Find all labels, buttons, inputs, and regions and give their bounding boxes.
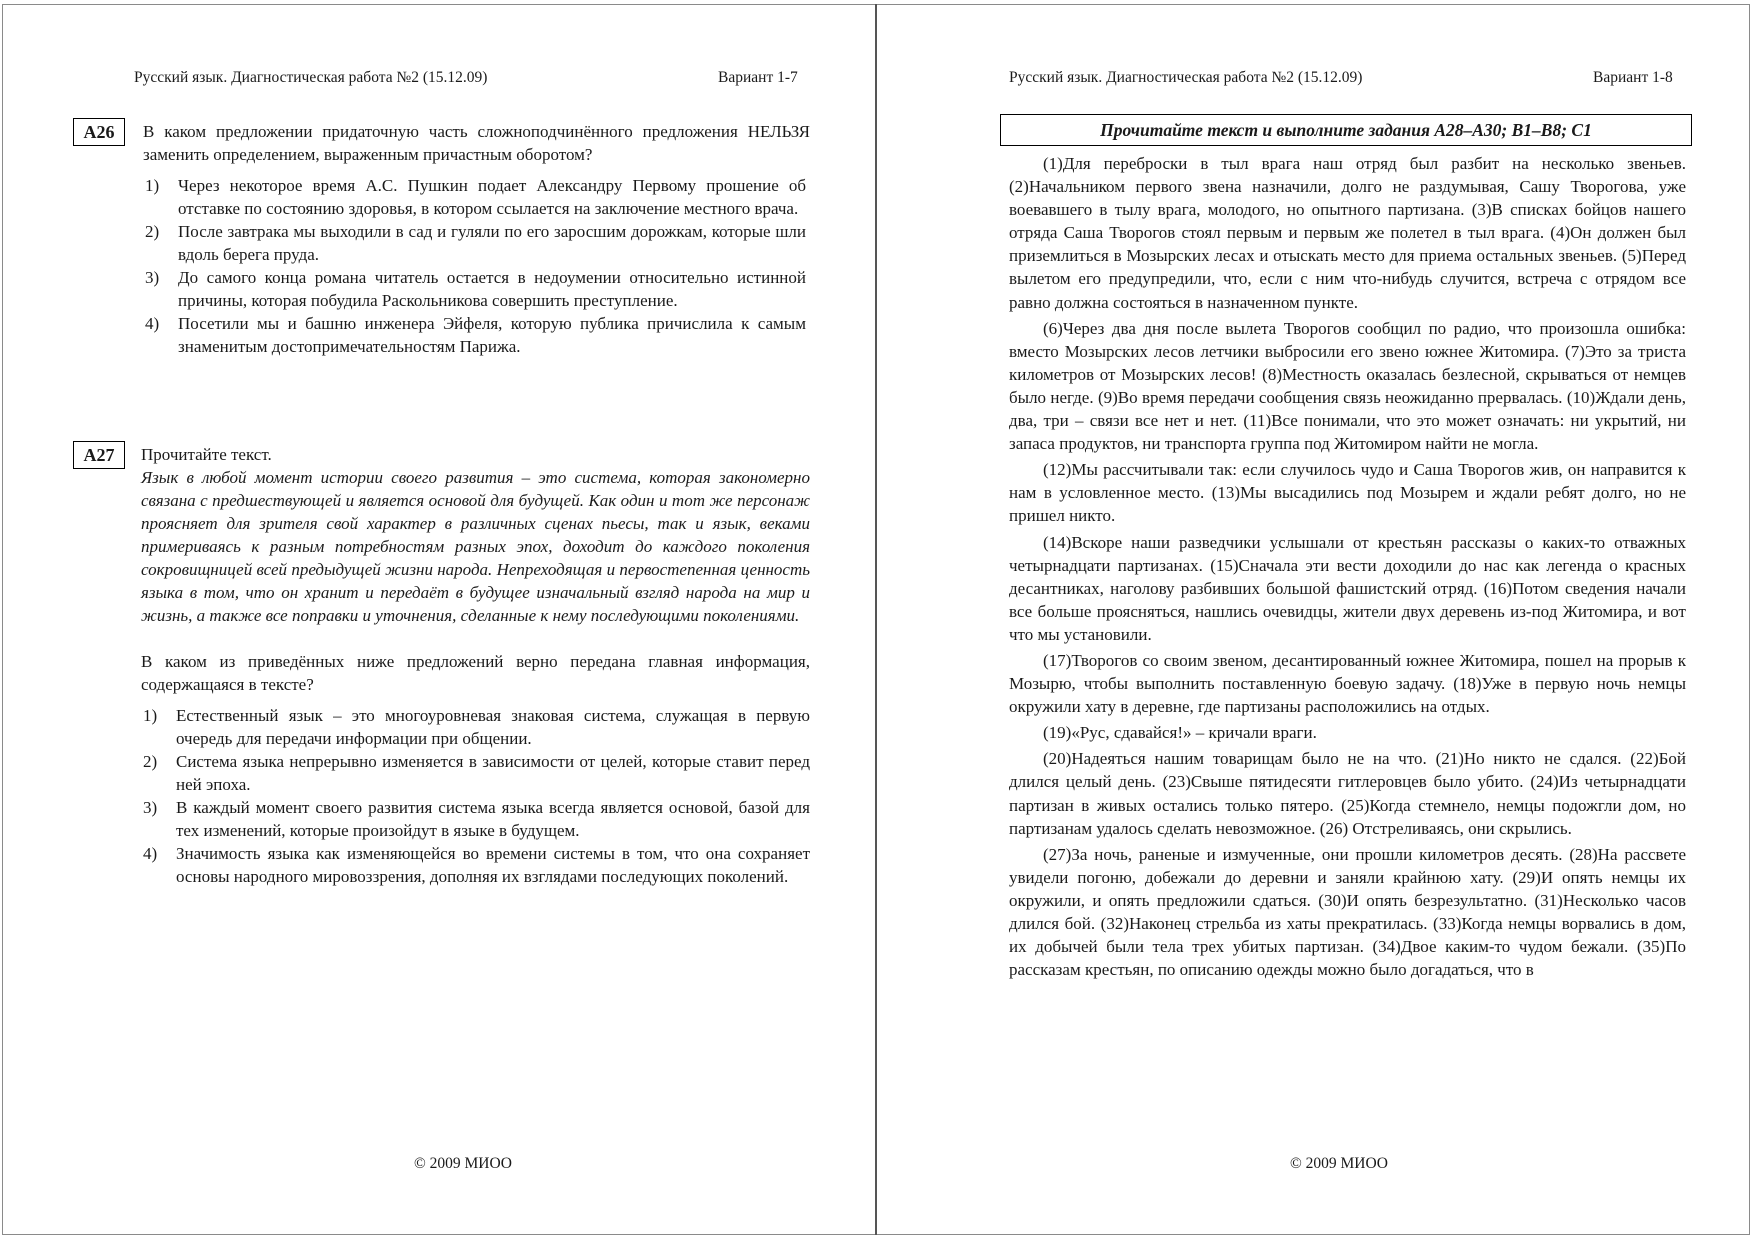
- task-label-a26: А26: [73, 118, 125, 146]
- option-text: После завтрака мы выходили в сад и гуляли по его заросшим дорожкам, которые шли вдоль берега пруда.: [178, 222, 806, 264]
- task-label-a27: А27: [73, 441, 125, 469]
- story-text: [1009, 152, 1686, 981]
- option-number: 2): [145, 222, 160, 241]
- option-number: 1): [145, 176, 160, 195]
- left-page: [0, 0, 876, 1239]
- story-paragraph: (1)Для переброски в тыл врага наш отряд был разбит на несколько звеньев. (2)Начальником первого звена назначили, долго не раздумывая, Сашу Творогова, уже воевавшего в тылу врага, молодого, но опытного партизана. (3)В списках бойцов нашего отряда Саша Творогов стоял первым и первым же полетел в тыл врага. (4)Он должен был приземлиться в Мозырских лесах и отыскать место для приема остальных звеньев. (5)Перед вылетом его предупредили, что, если с ним что-нибудь случится, встреча с отрядом все равно должна состояться в назначенном пункте.: [1009, 154, 1686, 312]
- option-text: Через некоторое время А.С. Пушкин подает Александру Первому прошение об отставке по состоянию здоровья, в котором ссылается на заключение местного врача.: [178, 176, 806, 218]
- task-a27-options: [143, 704, 810, 888]
- story-paragraph: (14)Вскоре наши разведчики услышали от крестьян рассказы о каких-то отважных четырнадцати партизанах. (15)Сначала эти вести доходили до нас как легенда о красных десантниках, наголову разбивших большой фашистский отряд. (16)Потом сведения начали все больше проясняться, нашлись очевидцы, жители двух деревень из-под Житомира, и вот что мы установили.: [1009, 532, 1686, 644]
- option-text: Система языка непрерывно изменяется в зависимости от целей, которые ставит перед ней эпоха.: [176, 752, 810, 794]
- story-paragraph: (17)Творогов со своим звеном, десантированный южнее Житомира, пошел на прорыв к Мозырю, чтобы выполнить поставленную боевую задачу. (18)Уже в первую ночь немцы окружили хату в деревне, где партизаны расположились на отдых.: [1009, 650, 1686, 717]
- right-page: [877, 0, 1754, 1239]
- task-a26-options: [145, 174, 806, 358]
- option-number: 4): [145, 314, 160, 333]
- option-number: 1): [143, 706, 158, 725]
- option-item[interactable]: [143, 704, 810, 750]
- story-paragraph: (12)Мы рассчитывали так: если случилось чудо и Саша Творогов жив, он направится к нам в условленное место. (13)Мы высадились под Мозырем и ждали ребят долго, но не пришел никто.: [1009, 460, 1686, 526]
- option-number: 4): [143, 844, 158, 863]
- task-a26-question: В каком предложении придаточную часть сложноподчинённого предложения НЕЛЬЗЯ заменить определением, выраженным причастным оборотом?: [143, 122, 810, 164]
- task-a26: [143, 120, 810, 358]
- page-footer: © 2009 МИОО: [414, 1155, 512, 1172]
- story-paragraph: (6)Через два дня после вылета Творогов сообщил по радио, что произошла ошибка: вместо Мозырских лесов летчики выбросили его звено южнее Житомира. (7)Это за триста километров от Мозырских лесов! (8)Местность оказалась безлесной, скрываться от немцев было негде. (9)Во время передачи сообщения связь неожиданно прервалась. (10)Ждали день, два, три – связи все нет и нет. (11)Все понимали, что это может означать: ни укрытий, ни запаса продуктов, ни транспорта группа под Житомиром найти не могла.: [1009, 318, 1686, 454]
- option-item[interactable]: [145, 174, 806, 220]
- instruction-banner: Прочитайте текст и выполните задания А28–А30; В1–В8; С1: [1000, 114, 1692, 146]
- option-text: В каждый момент своего развития система языка всегда является основой, базой для тех изменений, которые произойдут в языке в будущем.: [176, 798, 810, 840]
- story-paragraph: (19)«Рус, сдавайся!» – кричали враги.: [1043, 723, 1317, 743]
- task-a27-passage: Язык в любой момент истории своего развития – это система, которая закономерно связана с предшествующей и является основой для будущей. Как один и тот же персонаж проясняет для зрителя свой характер в различных сценах пьесы, так и язык, веками примериваясь к разным потребностям разных эпох, доходит до каждого поколения сокровищницей всей предыдущей жизни народа. Непреходящая и первостепенная ценность языка в том, что он хранит и передаёт в будущее изначальный взгляд народа на мир и жизнь, а также все поправки и уточнения, сделанные к нему последующими поколениями.: [141, 468, 810, 625]
- option-text: До самого конца романа читатель остается в недоумении относительно истинной причины, которая побудила Раскольникова совершить преступление.: [178, 268, 806, 310]
- option-text: Естественный язык – это многоуровневая знаковая система, служащая в первую очередь для передачи информации при общении.: [176, 706, 810, 748]
- option-item[interactable]: [143, 796, 810, 842]
- header-title: Русский язык. Диагностическая работа №2 (15.12.09): [1009, 69, 1363, 86]
- option-item[interactable]: [143, 842, 810, 888]
- story-paragraph: (20)Надеяться нашим товарищам было не на что. (21)Но никто не сдался. (22)Бой длился целый день. (23)Свыше пятидесяти гитлеровцев было убито. (24)Из четырнадцати партизан в живых остались только пятеро. (25)Когда стемнело, немцы подожгли дом, но партизанам удалось сделать невозможное. (26) Отстреливаясь, они скрылись.: [1009, 749, 1686, 838]
- option-item[interactable]: [145, 266, 806, 312]
- page-footer: © 2009 МИОО: [1290, 1155, 1388, 1172]
- option-item[interactable]: [145, 220, 806, 266]
- task-a27-question: В каком из приведённых ниже предложений верно передана главная информация, содержащаяся в тексте?: [141, 652, 810, 694]
- option-number: 3): [143, 798, 158, 817]
- option-text: Посетили мы и башню инженера Эйфеля, которую публика причислила к самым знаменитым достопримечательностям Парижа.: [178, 314, 806, 356]
- option-item[interactable]: [143, 750, 810, 796]
- header-variant: Вариант 1-7: [718, 69, 798, 86]
- header-variant: Вариант 1-8: [1593, 69, 1673, 86]
- option-item[interactable]: [145, 312, 806, 358]
- header-title: Русский язык. Диагностическая работа №2 (15.12.09): [134, 69, 488, 86]
- option-number: 3): [145, 268, 160, 287]
- option-text: Значимость языка как изменяющейся во времени системы в том, что она сохраняет основы народного мировоззрения, дополняя их взглядами последующих поколений.: [176, 844, 810, 886]
- story-paragraph: (27)За ночь, раненые и измученные, они прошли километров десять. (28)На рассвете увидели погоню, добежали до деревни и заняли крайнюю хату. (29)И опять немцы их окружили, и опять предложили сдаться. (30)И опять безрезультатно. (31)Несколько часов длился бой. (32)Наконец стрельба из хаты прекратилась. (33)Когда немцы ворвались в дом, их добычей были тела трех убитых партизан. (34)Двое каким-то чудом бежали. (35)По рассказам крестьян, по описанию одежды можно было догадаться, что в: [1009, 844, 1686, 980]
- task-a27: [141, 443, 810, 888]
- option-number: 2): [143, 752, 158, 771]
- task-a27-intro: Прочитайте текст.: [141, 445, 272, 464]
